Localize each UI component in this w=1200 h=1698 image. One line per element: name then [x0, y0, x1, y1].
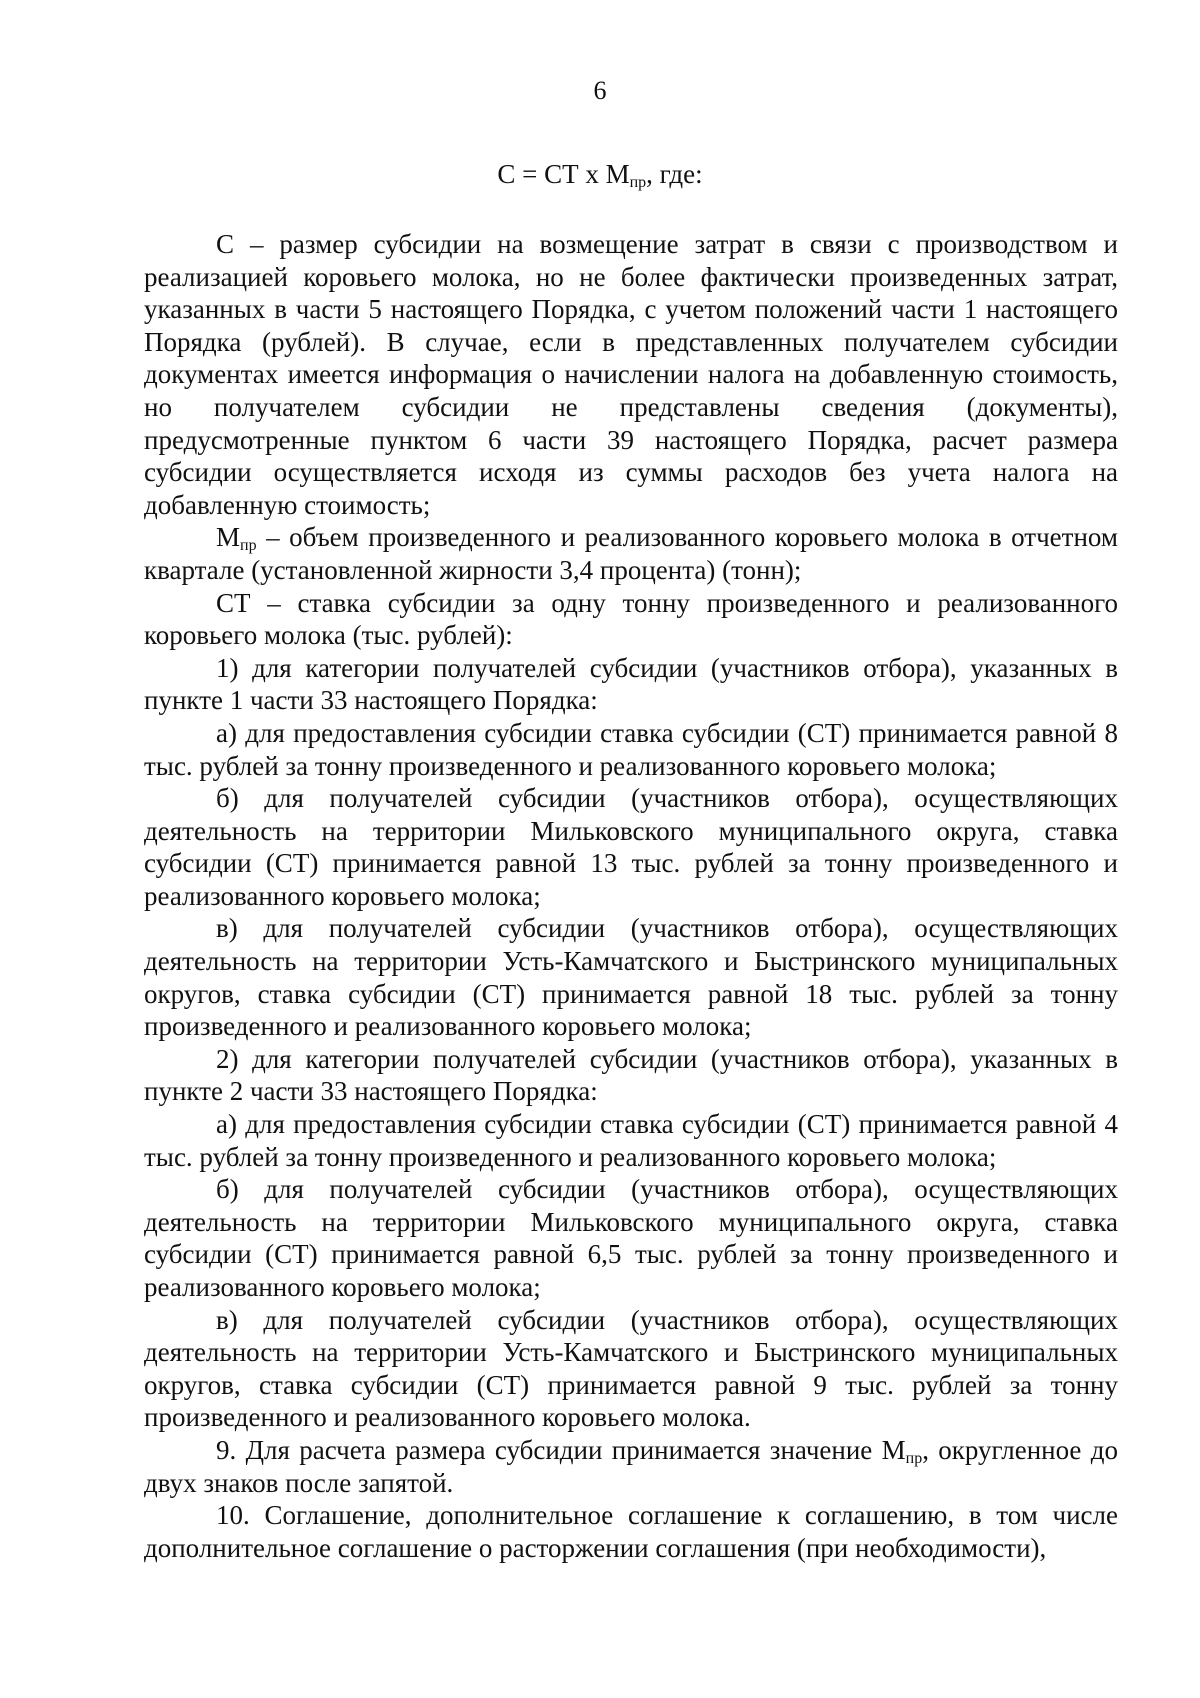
paragraph-item-1: 1) для категории получателей субсидии (участников отбора), указанных в пункте 1 части 33 настоящего Порядка: — [144, 652, 1118, 716]
paragraph-m-definition: $М_{пр}$ – объем произведенного и реализованного коровьего молока в отчетном квартале (установленной жирности 3,4 процента) (тонн); — [144, 522, 1118, 585]
paragraph-10: 10. Соглашение, дополнительное соглашение к соглашению, в том числе дополнительное соглашение о расторжении соглашения (при необходимости), — [144, 1500, 1118, 1563]
paragraph-9: 9. Для расчета размера субсидии принимается значение $М_{пр}$, округленное до двух знаков после запятой. — [144, 1434, 1118, 1498]
paragraph-item-1c: в) для получателей субсидии (участников отбора), осуществляющих деятельность на территории Усть-Камчатского и Быстринского муниципальных округов, ставка субсидии (СТ) принимается равной 18 тыс. рублей за тонну произведенного и реализованного коровьего молока; — [144, 913, 1118, 1042]
paragraph-item-2a: а) для предоставления субсидии ставка субсидии (СТ) принимается равной 4 тыс. рублей за тонну произведенного и реализованного коровьего молока; — [144, 1109, 1118, 1172]
formula-right: , где: — [646, 159, 703, 189]
formula-subscript: пр — [629, 174, 647, 191]
formula-left: С = СТ х М — [497, 159, 630, 189]
formula — [0, 158, 1200, 190]
paragraph-item-2b: б) для получателей субсидии (участников отбора), осуществляющих деятельность на территории Мильковского муниципального округа, ставка субсидии (СТ) принимается равной 6,5 тыс. рублей за тонну произведенного и реализованного коровьего молока; — [144, 1174, 1118, 1302]
paragraph-item-1b: б) для получателей субсидии (участников отбора), осуществляющих деятельность на территории Мильковского муниципального округа, ставка субсидии (СТ) принимается равной 13 тыс. рублей за тонну произведенного и реализованного коровьего молока; — [144, 783, 1118, 911]
paragraph-item-1a: а) для предоставления субсидии ставка субсидии (СТ) принимается равной 8 тыс. рублей за тонну произведенного и реализованного коровьего молока; — [144, 717, 1118, 781]
paragraph-st-definition: СТ – ставка субсидии за одну тонну произведенного и реализованного коровьего молока (тыс. рублей): — [144, 587, 1118, 651]
page-number: 6 — [593, 76, 607, 105]
paragraph-item-2: 2) для категории получателей субсидии (участников отбора), указанных в пункте 2 части 33 настоящего Порядка: — [144, 1043, 1118, 1107]
paragraph-c-definition: С – размер субсидии на возмещение затрат в связи с производством и реализацией коровьего молока, но не более фактически произведенных затрат, указанных в части 5 настоящего Порядка, с учетом положений части 1 настоящего Порядка (рублей). В случае, если в представленных получателем субсидии документах имеется информация о начислении налога на добавленную стоимость, но получателем субсидии не представлены сведения (документы), предусмотренные пунктом 6 части 39 настоящего Порядка, расчет размера субсидии осуществляется исходя из суммы расходов без учета налога на добавленную стоимость; — [144, 229, 1118, 520]
paragraph-item-2c: в) для получателей субсидии (участников отбора), осуществляющих деятельность на территории Усть-Камчатского и Быстринского муниципальных округов, ставка субсидии (СТ) принимается равной 9 тыс. рублей за тонну произведенного и реализованного коровьего молока. — [144, 1304, 1118, 1433]
document-body — [144, 228, 1118, 1564]
